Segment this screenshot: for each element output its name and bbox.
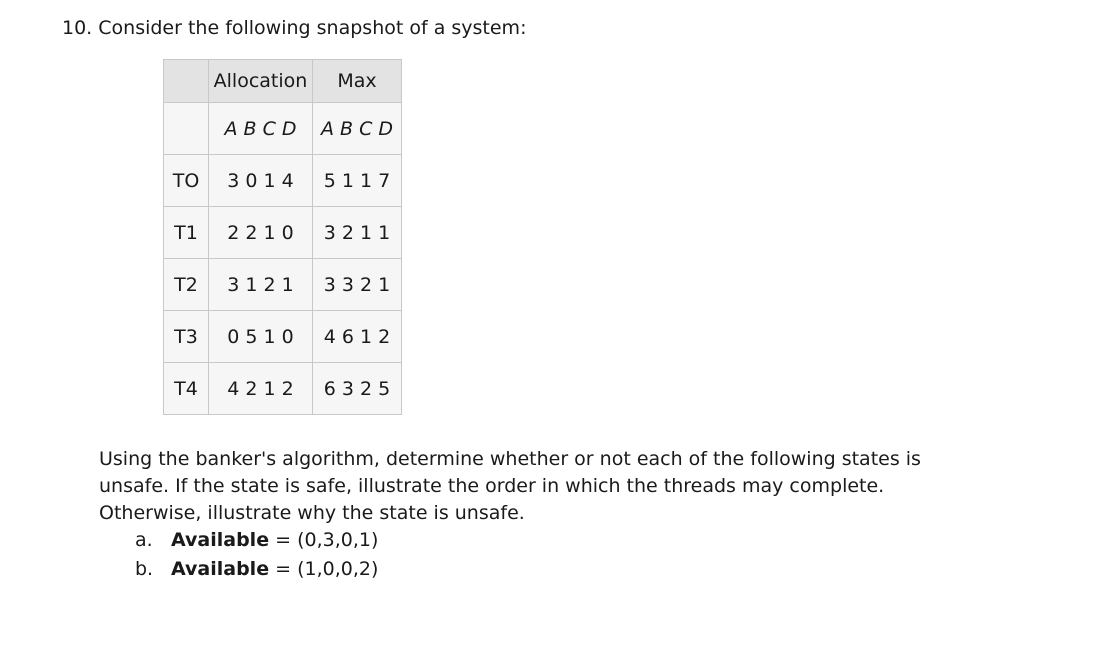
table-row [164,363,402,415]
table-row [164,259,402,311]
table-subheader-row [164,103,402,155]
max-cell: 3 3 2 1 [313,259,402,311]
snapshot-table [163,59,402,415]
allocation-cell: 3 1 2 1 [209,259,313,311]
table-row [164,311,402,363]
thread-cell: T3 [164,311,209,363]
subheader-cell-empty [164,103,209,155]
subheader-cell-max-resources: A B C D [313,103,402,155]
list-item-b [135,556,378,583]
subheader-cell-allocation-resources: A B C D [209,103,313,155]
max-cell: 4 6 1 2 [313,311,402,363]
thread-cell: T1 [164,207,209,259]
list-item-letter: a. [135,529,153,551]
table-header-row [164,60,402,103]
thread-cell: T4 [164,363,209,415]
list-item-letter: b. [135,558,154,580]
list-item-label: Available [171,558,270,580]
table-row [164,155,402,207]
header-cell-max: Max [313,60,402,103]
list-item-value: = (0,3,0,1) [269,529,379,551]
max-cell: 3 2 1 1 [313,207,402,259]
list-item-value: = (1,0,0,2) [269,558,379,580]
instructions-paragraph: Using the banker's algorithm, determine whether or not each of the following states is unsafe. If the state is safe, illustrate the order in which the threads may complete. Otherwise, illustrate why the state is unsafe. [99,448,921,524]
max-cell: 5 1 1 7 [313,155,402,207]
allocation-cell: 3 0 1 4 [209,155,313,207]
allocation-cell: 4 2 1 2 [209,363,313,415]
thread-cell: T2 [164,259,209,311]
list-item-label: Available [171,529,270,551]
allocation-cell: 0 5 1 0 [209,311,313,363]
max-cell: 6 3 2 5 [313,363,402,415]
header-cell-empty [164,60,209,103]
question-heading: 10. Consider the following snapshot of a system: [62,17,527,39]
header-cell-allocation: Allocation [209,60,313,103]
thread-cell: TO [164,155,209,207]
list-item-a [135,527,378,554]
allocation-cell: 2 2 1 0 [209,207,313,259]
table-row [164,207,402,259]
